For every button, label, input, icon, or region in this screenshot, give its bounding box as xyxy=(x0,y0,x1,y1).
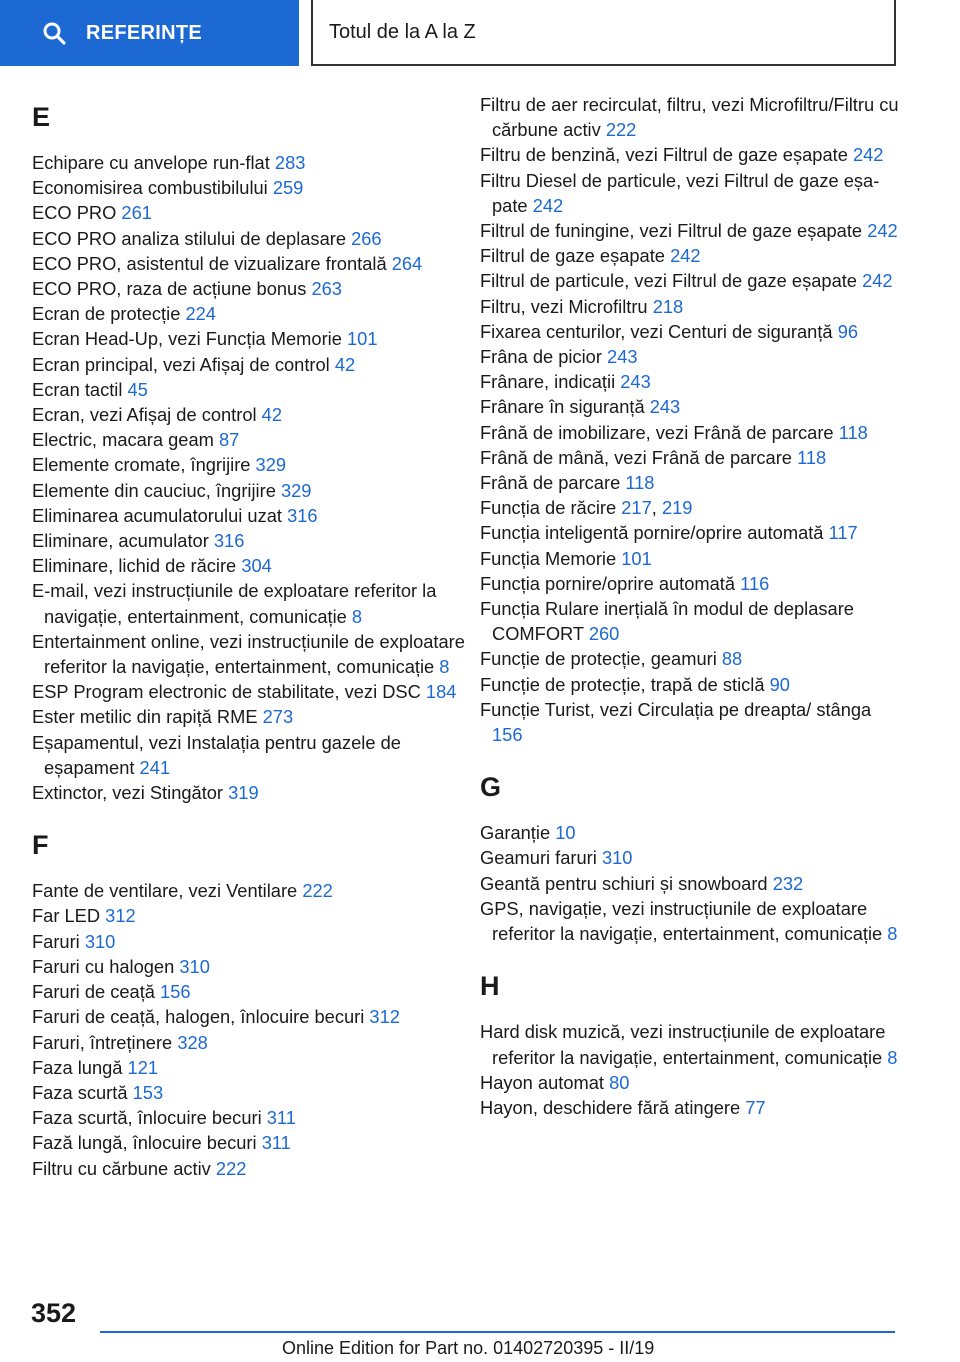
page-link[interactable]: 101 xyxy=(621,547,652,569)
index-entry-text: Faruri cu halogen xyxy=(32,955,175,977)
index-entry xyxy=(480,1095,900,1120)
index-entry xyxy=(480,445,900,470)
index-entry xyxy=(480,142,900,167)
index-entry xyxy=(480,470,900,495)
page-link[interactable]: 261 xyxy=(121,202,152,224)
index-entry xyxy=(32,1130,472,1155)
page-link[interactable]: 96 xyxy=(837,320,859,342)
index-entry xyxy=(480,546,900,571)
index-entry xyxy=(480,896,900,946)
index-entry xyxy=(32,903,472,928)
index-entry xyxy=(480,672,900,697)
index-entry-text: ESP Program electronic de stabilitate, vezi DSC xyxy=(32,681,421,703)
index-entry xyxy=(32,377,472,402)
section-gap xyxy=(480,946,900,961)
index-entry xyxy=(32,929,472,954)
section-gap xyxy=(480,747,900,762)
index-entry-text: Faruri de ceață, halogen, înlocuire becuri xyxy=(32,1006,365,1028)
index-entry-text: Funcția pornire/oprire automată xyxy=(480,572,736,594)
page-link[interactable]: 77 xyxy=(745,1096,766,1118)
index-entry-text: Faza scurtă, înlocuire becuri xyxy=(32,1107,262,1129)
index-entry-text: Hard disk muzică, vezi instrucțiunile de exploatare referitor la navigație, entertainment, comunicație xyxy=(480,1021,886,1068)
index-entry-text: Frână de mână, vezi Frână de parcare xyxy=(480,446,792,468)
index-entry xyxy=(480,845,900,870)
page-link[interactable]: 45 xyxy=(127,378,148,400)
page-link[interactable]: 319 xyxy=(228,782,259,804)
page-link[interactable]: 219 xyxy=(661,497,693,519)
page-link[interactable]: 242 xyxy=(862,270,893,292)
index-entry xyxy=(480,495,900,520)
index-entry xyxy=(32,704,472,729)
index-entry xyxy=(32,1156,472,1181)
index-entry xyxy=(480,596,900,646)
index-entry-text: Ecran Head-Up, vezi Funcția Memorie xyxy=(32,328,342,350)
index-entry-text: Eșapamentul, vezi Instalația pentru gazele de eșapament xyxy=(32,731,401,778)
index-entry xyxy=(32,402,472,427)
index-entry xyxy=(480,268,900,293)
index-entry xyxy=(480,1019,900,1069)
page-link[interactable]: 90 xyxy=(769,673,790,695)
page-link[interactable]: 184 xyxy=(425,681,457,703)
index-entry xyxy=(32,326,472,351)
index-entry xyxy=(32,452,472,477)
index-entry-text: Eliminare, acumulator xyxy=(32,530,209,552)
footer-divider xyxy=(100,1331,895,1333)
index-entry xyxy=(32,878,472,903)
index-entry xyxy=(480,697,900,747)
index-entry xyxy=(32,730,472,780)
index-entry-text: Geantă pentru schiuri și snowboard xyxy=(480,872,768,894)
page-link[interactable]: 232 xyxy=(772,872,804,894)
edition-note: Online Edition for Part no. 01402720395 - II/19 xyxy=(282,1338,655,1358)
page-link[interactable]: 241 xyxy=(139,756,171,778)
index-entry-text: Frâna de picior xyxy=(480,346,602,368)
page-link[interactable]: 42 xyxy=(261,404,282,426)
index-entry xyxy=(32,150,472,175)
page-link[interactable]: 80 xyxy=(609,1071,630,1093)
page-link[interactable]: 260 xyxy=(588,623,620,645)
section-gap xyxy=(32,805,472,820)
index-letter-heading: G xyxy=(480,772,502,803)
index-entry-text: Ecran de protecție xyxy=(32,303,181,325)
index-entry xyxy=(480,92,900,142)
page-link[interactable]: 283 xyxy=(274,152,306,173)
index-entry xyxy=(480,1070,900,1095)
index-entry-text: ECO PRO, raza de acțiune bonus xyxy=(32,278,307,300)
index-entry xyxy=(32,1055,472,1080)
page-link[interactable]: 10 xyxy=(555,822,576,844)
index-entry-text: Ecran, vezi Afișaj de control xyxy=(32,404,257,426)
index-entry xyxy=(32,528,472,553)
page-link[interactable]: 266 xyxy=(351,227,382,249)
index-entry xyxy=(32,553,472,578)
index-entry-text: Filtrul de funingine, vezi Filtrul de gaze eșapate xyxy=(480,220,863,242)
index-entry-text: Ester metilic din rapiță RME xyxy=(32,706,258,728)
page-separator: , xyxy=(651,497,657,519)
page-link[interactable]: 312 xyxy=(369,1006,400,1028)
index-entry-text: Extinctor, vezi Stingător xyxy=(32,782,224,804)
index-entry-text: Funcția de răcire xyxy=(480,497,617,519)
index-entry xyxy=(32,427,472,452)
page-link[interactable]: 329 xyxy=(255,454,287,476)
index-entry-text: Filtru Diesel de particule, vezi Filtrul de gaze eșapate xyxy=(480,169,880,216)
page-link[interactable]: 263 xyxy=(311,278,342,300)
index-entry-text: Funcție de protecție, geamuri xyxy=(480,648,717,670)
index-entry-text: Elemente din cauciuc, îngrijire xyxy=(32,479,276,501)
page-link[interactable]: 312 xyxy=(105,905,136,927)
page-link[interactable]: 243 xyxy=(649,396,681,418)
index-entry-text: ECO PRO, asistentul de vizualizare frontală xyxy=(32,252,387,274)
index-entry-text: Garanție xyxy=(480,822,551,844)
index-letter-heading: F xyxy=(32,830,49,861)
index-entry-text: Ecran principal, vezi Afișaj de control xyxy=(32,353,330,375)
page-link[interactable]: 328 xyxy=(177,1031,208,1053)
index-entry-text: Filtrul de gaze eșapate xyxy=(480,245,665,267)
index-entry xyxy=(480,168,900,218)
index-entry-text: GPS, navigație, vezi instrucțiunile de exploatare referitor la navigație, entertainment, comunicație xyxy=(480,897,883,945)
index-entry-text: Hayon, deschidere fără atingere xyxy=(480,1096,741,1118)
index-column-left xyxy=(32,92,472,1181)
index-entry xyxy=(32,679,472,704)
index-entry-text: Fixarea centurilor, vezi Centuri de siguranță xyxy=(480,320,833,342)
page-link[interactable]: 88 xyxy=(721,648,743,670)
index-entry xyxy=(32,251,472,276)
page-link[interactable]: 101 xyxy=(346,328,378,350)
index-entry xyxy=(480,319,900,344)
index-entry-text: Funcție de protecție, trapă de sticlă xyxy=(480,673,765,695)
index-entry xyxy=(480,520,900,545)
index-entry-text: Funcția Memorie xyxy=(480,547,617,569)
index-entry-text: Funcția Rulare inerțială în modul de deplasare COMFORT xyxy=(480,598,854,645)
page-link[interactable]: 218 xyxy=(652,295,684,317)
index-entry xyxy=(32,478,472,503)
page-link[interactable]: 316 xyxy=(287,504,318,526)
page-link[interactable]: 222 xyxy=(215,1157,247,1179)
index-letter-heading: H xyxy=(480,971,500,1002)
index-entry-text: E-mail, vezi instrucțiunile de exploatare referitor la navigație, entertainment, comunicație xyxy=(32,580,437,627)
page-link[interactable]: 243 xyxy=(620,371,651,393)
index-entry-text: Economisirea combustibilului xyxy=(32,177,268,199)
index-entry xyxy=(32,226,472,251)
index-entry xyxy=(480,871,900,896)
index-entry xyxy=(480,571,900,596)
page-link[interactable]: 156 xyxy=(160,981,191,1003)
page-link[interactable]: 242 xyxy=(867,220,898,242)
index-entry xyxy=(32,780,472,805)
index-entry-text: Filtru, vezi Microfiltru xyxy=(480,295,648,317)
index-entry xyxy=(32,503,472,528)
index-entry xyxy=(32,1105,472,1130)
index-entry-text: Faruri xyxy=(32,930,80,952)
page-link[interactable]: 311 xyxy=(261,1132,291,1154)
index-entry-text: Eliminarea acumulatorului uzat xyxy=(32,504,282,526)
index-entry-text: ECO PRO analiza stilului de deplasare xyxy=(32,227,346,249)
index-entry xyxy=(32,301,472,326)
page-header xyxy=(0,0,960,66)
page-link[interactable]: 273 xyxy=(262,706,294,728)
index-letter-heading: E xyxy=(32,102,51,132)
index-entry xyxy=(480,243,900,268)
page-link[interactable]: 8 xyxy=(351,605,363,627)
page-link[interactable]: 153 xyxy=(132,1081,164,1103)
references-tab-label: REFERINȚE xyxy=(86,21,203,44)
page-link[interactable]: 118 xyxy=(797,446,827,468)
page-link[interactable]: 310 xyxy=(179,955,210,977)
page-link[interactable]: 242 xyxy=(852,144,884,166)
index-entry-text: Faruri, întreținere xyxy=(32,1031,173,1053)
index-entry xyxy=(480,294,900,319)
page-link[interactable]: 8 xyxy=(887,923,898,945)
index-entry-text: Far LED xyxy=(32,905,101,927)
index-entry-text: Filtru cu cărbune activ xyxy=(32,1157,211,1179)
index-entry xyxy=(32,1004,472,1029)
index-entry-text: Faza scurtă xyxy=(32,1081,128,1103)
index-entry-text: Filtru de benzină, vezi Filtrul de gaze eșapate xyxy=(480,144,848,166)
index-entry-text: Frână de parcare xyxy=(480,472,621,494)
page-link[interactable]: 42 xyxy=(334,353,356,375)
page-link[interactable]: 311 xyxy=(266,1107,296,1129)
page-link[interactable]: 310 xyxy=(84,930,116,952)
index-entry-text: Hayon automat xyxy=(480,1071,604,1093)
index-entry-text: Faruri de ceață xyxy=(32,981,155,1003)
index-entry-text: Filtrul de particule, vezi Filtrul de gaze eșapate xyxy=(480,270,857,292)
index-entry-text: Faza lungă xyxy=(32,1056,123,1078)
search-icon xyxy=(42,21,66,45)
page-link[interactable]: 304 xyxy=(241,555,272,577)
index-entry xyxy=(32,175,472,200)
index-entry-text: Frânare în siguranță xyxy=(480,396,645,418)
index-entry xyxy=(480,820,900,845)
index-entry-text: Frânare, indicații xyxy=(480,371,616,393)
index-entry-text: Ecran tactil xyxy=(32,378,123,400)
page-link[interactable]: 310 xyxy=(601,847,633,869)
index-entry xyxy=(480,646,900,671)
index-entry xyxy=(32,1080,472,1105)
page-link[interactable]: 87 xyxy=(218,429,240,451)
index-entry-text: Frână de imobilizare, vezi Frână de parcare xyxy=(480,421,834,443)
index-entry-text: Geamuri faruri xyxy=(480,847,597,869)
page-link[interactable]: 118 xyxy=(838,421,868,443)
index-entry xyxy=(32,979,472,1004)
index-entry xyxy=(480,369,900,394)
page-link[interactable]: 116 xyxy=(740,572,770,594)
page-link[interactable]: 217 xyxy=(621,497,652,519)
index-entry xyxy=(480,218,900,243)
index-column-right xyxy=(480,92,900,1120)
page-link[interactable]: 222 xyxy=(302,880,333,902)
index-entry xyxy=(480,394,900,419)
index-entry xyxy=(32,578,472,628)
index-entry-text: Funcție Turist, vezi Circulația pe dreapta/ stânga xyxy=(480,698,872,720)
page-link[interactable]: 242 xyxy=(670,245,701,267)
index-entry-text: Fante de ventilare, vezi Ventilare xyxy=(32,880,298,902)
page-link[interactable]: 118 xyxy=(625,472,655,494)
page-number: 352 xyxy=(31,1298,77,1328)
page-link[interactable]: 222 xyxy=(605,119,637,141)
page-link[interactable]: 8 xyxy=(887,1046,898,1068)
index-entry xyxy=(32,629,472,679)
page-link[interactable]: 117 xyxy=(828,522,858,544)
page-link[interactable]: 316 xyxy=(213,530,245,552)
index-entry xyxy=(32,352,472,377)
index-entry-text: Elemente cromate, îngrijire xyxy=(32,454,251,476)
index-entry xyxy=(32,200,472,225)
section-title: Totul de la A la Z xyxy=(311,0,896,66)
index-entry xyxy=(32,276,472,301)
index-entry-text: Echipare cu anvelope run-flat xyxy=(32,152,270,173)
page-link[interactable]: 242 xyxy=(532,194,564,216)
page-link[interactable]: 329 xyxy=(280,479,312,501)
index-entry-text: Funcția inteligentă pornire/oprire automată xyxy=(480,522,824,544)
index-entry-text: Entertainment online, vezi instrucțiunile de exploatare referitor la navigație, entertainment, comunicație xyxy=(32,630,465,678)
page-link[interactable]: 259 xyxy=(272,177,304,199)
page-link[interactable]: 156 xyxy=(492,724,523,746)
index-entry xyxy=(480,344,900,369)
index-entry xyxy=(32,954,472,979)
index-entry xyxy=(480,420,900,445)
index-entry xyxy=(32,1030,472,1055)
index-entry-text: Fază lungă, înlocuire becuri xyxy=(32,1132,257,1154)
index-entry-text: Eliminare, lichid de răcire xyxy=(32,555,237,577)
page-link[interactable]: 224 xyxy=(185,303,216,325)
index-entry-text: Filtru de aer recirculat, filtru, vezi Microfiltru/Filtru cu cărbune activ xyxy=(480,94,899,141)
page-link[interactable]: 8 xyxy=(439,656,450,678)
page-link[interactable]: 121 xyxy=(127,1056,159,1078)
references-tab[interactable] xyxy=(0,0,299,66)
page-link[interactable]: 264 xyxy=(391,252,423,274)
page-link[interactable]: 243 xyxy=(607,346,638,368)
index-entry-text: ECO PRO xyxy=(32,202,117,224)
index-entry-text: Electric, macara geam xyxy=(32,429,214,451)
